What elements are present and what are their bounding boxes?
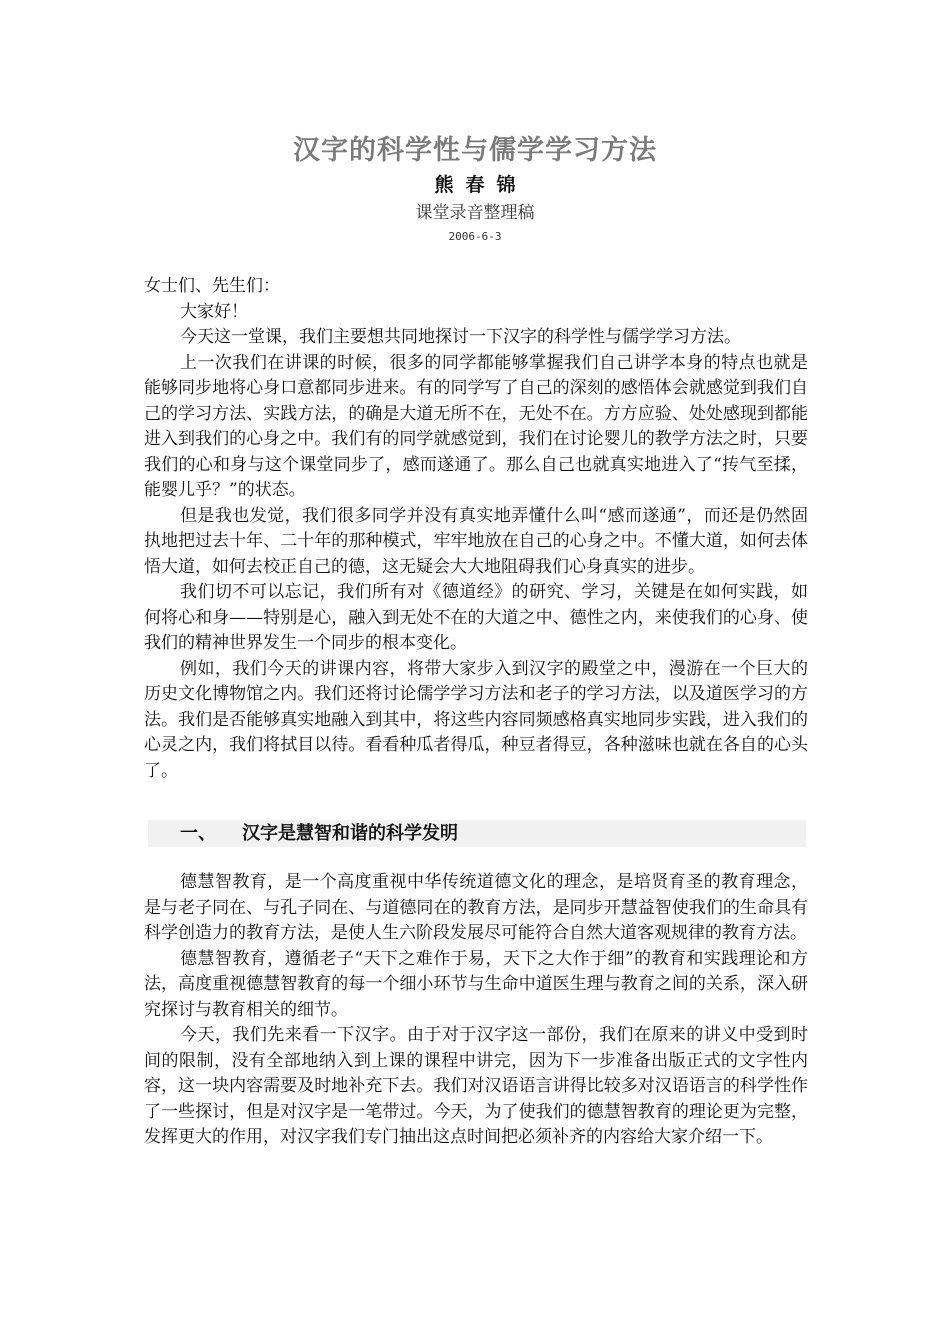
section-number: 一、 <box>180 823 216 844</box>
author-name: 熊春锦 <box>434 174 528 196</box>
paragraph: 德慧智教育，是一个高度重视中华传统道德文化的理念，是培贤育圣的教育理念，是与老子同在、与孔子同在、与道德同在的教育方法，是同步开慧益智使我们的生命具有科学创造力的教育方法，是使人生六阶段发展尽可能符合自然大道客观规律的教育方法。 <box>144 872 808 943</box>
paragraph: 今天这一堂课，我们主要想共同地探讨一下汉字的科学性与儒学学习方法。 <box>180 327 741 347</box>
section-heading <box>148 820 806 847</box>
intro-section <box>144 274 808 784</box>
salutation: 女士们、先生们： <box>144 276 280 296</box>
paragraph: 大家好！ <box>180 301 248 322</box>
paragraph: 今天，我们先来看一下汉字。由于对于汉字这一部份，我们在原来的讲义中受到时间的限制，没有全部地纳入到上课的课程中讲完，因为下一步准备出版正式的文字性内容，这一块内容需要及时地补充下去。我们对汉语语言讲得比较多对汉语语言的科学性作了一些探讨，但是对汉字是一笔带过。今天，为了使我们的德慧智教育的理论更为完整，发挥更大的作用，对汉字我们专门抽出这点时间把必须补齐的内容给大家介绍一下。 <box>144 1025 808 1147</box>
paragraph: 德慧智教育，遵循老子“天下之难作于易，天下之大作于细”的教育和实践理论和方法，高度重视德慧智教育的每一个细小环节与生命中道医生理与教育之间的关系，深入研究探讨与教育相关的细节。 <box>144 948 808 1020</box>
section-heading-text: 汉字是慧智和谐的科学发明 <box>242 823 458 844</box>
document-date: 2006-6-3 <box>448 230 502 243</box>
paragraph: 我们切不可以忘记，我们所有对《德道经》的研究、学习，关键是在如何实践，如何将心和身——特别是心，融入到无处不在的大道之中、德性之内，来使我们的心身、使我们的精神世界发生一个同步的根本变化。 <box>144 582 808 653</box>
section-body <box>144 870 808 1151</box>
document-subtitle: 课堂录音整理稿 <box>415 203 535 223</box>
document-title: 汉字的科学性与儒学学习方法 <box>293 135 657 166</box>
paragraph: 上一次我们在讲课的时候，很多的同学都能够掌握我们自己讲学本身的特点也就是能够同步地将心身口意都同步进来。有的同学写了自己的深刻的感悟体会就感觉到我们自己的学习方法、实践方法，的确是大道无所不在，无处不在。方方应验、处处感现到都能进入到我们的心身之中。我们有的同学就感觉到，我们在讨论婴儿的教学方法之时，只要我们的心和身与这个课堂同步了，感而遂通了。那么自己也就真实地进入了“抟气至揉，能婴儿乎？”的状态。 <box>144 352 808 500</box>
paragraph: 但是我也发觉，我们很多同学并没有真实地弄懂什么叫“感而遂通”，而还是仍然固执地把过去十年、二十年的那种模式，牢牢地放在自己的心身之中。不懂大道，如何去体悟大道，如何去校正自己的德，这无疑会大大地阻碍我们心身真实的进步。 <box>144 505 808 577</box>
paragraph: 例如，我们今天的讲课内容，将带大家步入到汉字的殿堂之中，漫游在一个巨大的历史文化博物馆之内。我们还将讨论儒学学习方法和老子的学习方法，以及道医学习的方法。我们是否能够真实地融入到其中，将这些内容同频感格真实地同步实践，进入我们的心灵之内，我们将拭目以待。看看种瓜者得瓜，种豆者得豆，各种滋味也就在各自的心头了。 <box>144 658 808 781</box>
